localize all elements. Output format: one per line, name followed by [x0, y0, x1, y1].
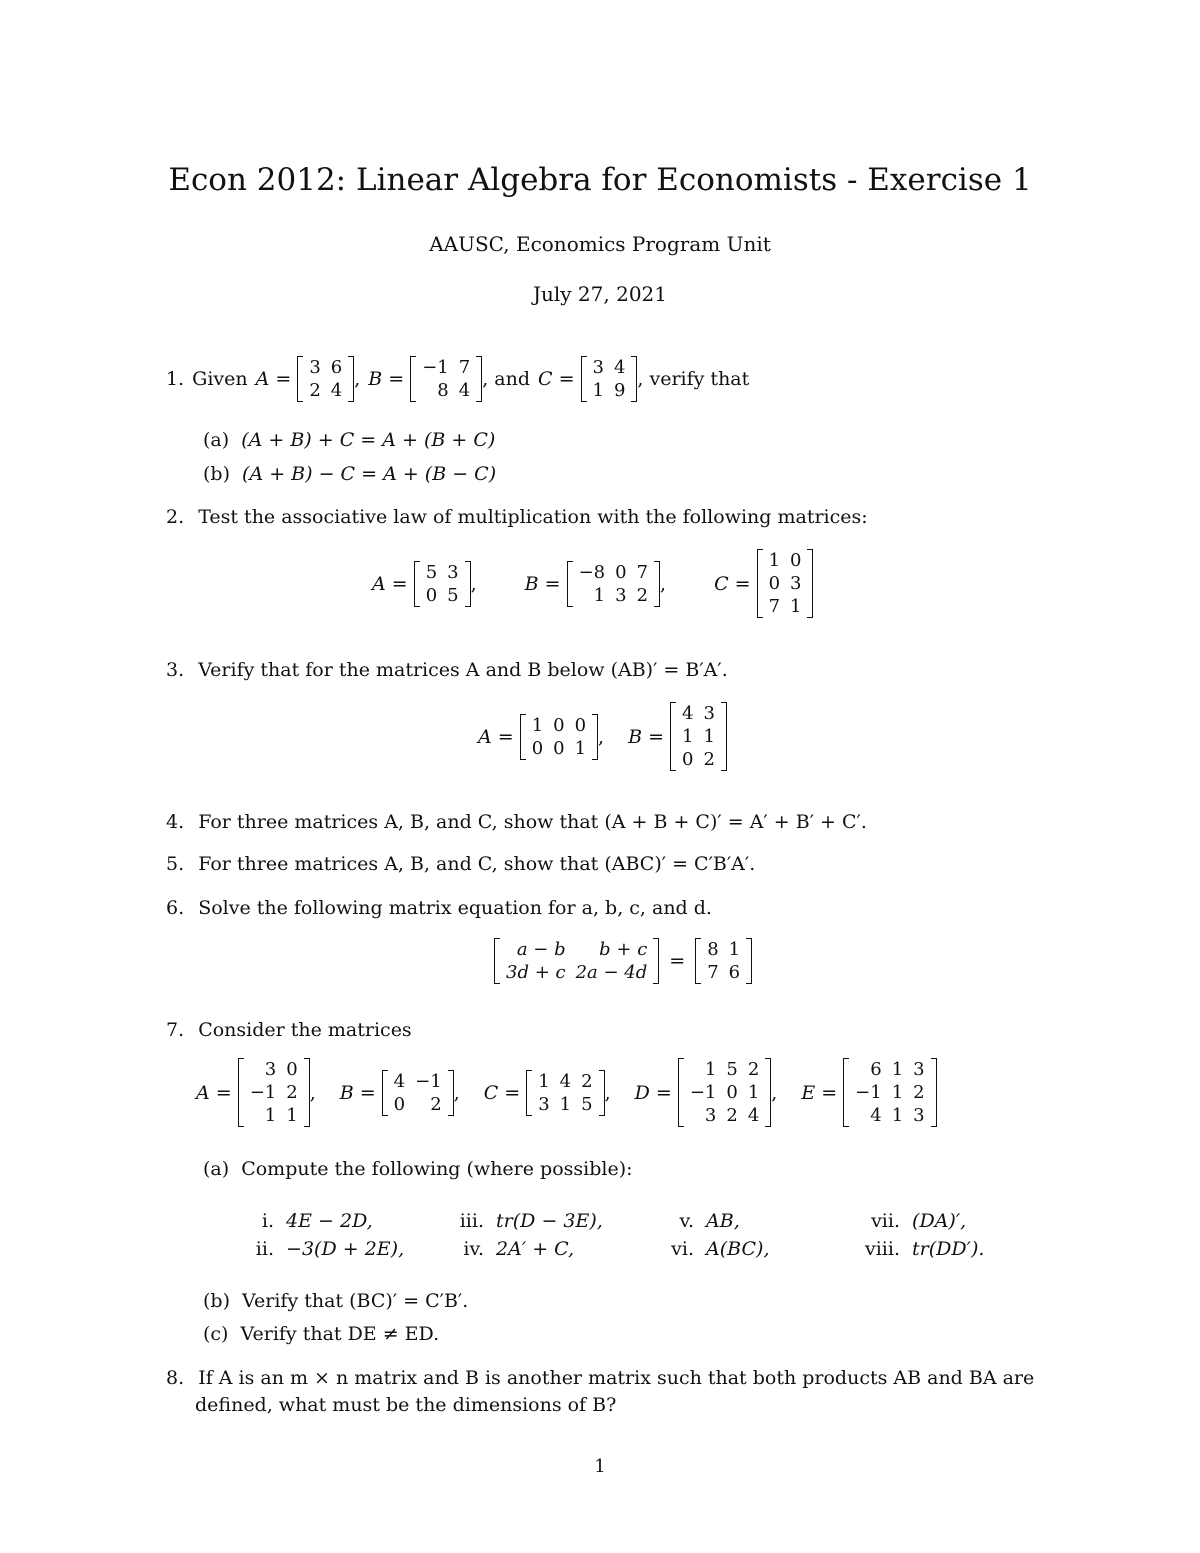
matrix-cell: 2 — [726, 1105, 738, 1126]
matrix-q7-B — [382, 1070, 454, 1116]
matrix-q1-B — [410, 356, 482, 402]
matrix-q7-E — [843, 1058, 936, 1127]
question-1: 1. Given A = 3 6 2 4 , B = −1 7 8 4 , and C = 3 4 1 9 , verify that — [166, 357, 750, 401]
matrix-cell: 0 — [574, 714, 587, 736]
matrix-cell: 3 — [790, 573, 802, 594]
question-text: Verify that for the matrices A and B below (AB)′ = B′A′. — [198, 659, 728, 681]
matrix-cell: 3 — [447, 561, 459, 583]
q3-matrices: A = 1 0 0 0 0 1 , B = 4 3 1 1 0 2 — [478, 702, 727, 771]
part-text: (A + B) − C = A + (B − C) — [242, 463, 497, 485]
matrix-cell: 1 — [531, 714, 544, 736]
matrix-cell: 0 — [726, 1082, 738, 1103]
matrix-cell: −1 — [249, 1082, 277, 1103]
matrix-cell: 7 — [768, 596, 781, 617]
matrix-cell: 1 — [704, 1059, 717, 1080]
matrix-cell: 4 — [458, 380, 471, 401]
question-text: Consider the matrices — [198, 1019, 412, 1041]
part-text: (A + B) + C = A + (B + C) — [241, 429, 496, 451]
matrix-cell: 1 — [703, 726, 715, 747]
matrix-cell: 7 — [707, 962, 719, 983]
matrix-q7-D — [678, 1058, 771, 1127]
matrix-cell: 0 — [615, 561, 627, 583]
item-text: (DA)′, — [912, 1210, 967, 1232]
matrix-q2-A — [414, 561, 471, 607]
matrix-cell: 1 — [593, 584, 606, 606]
matrix-cell: 3 — [913, 1105, 925, 1126]
part-text: Compute the following (where possible): — [241, 1158, 633, 1180]
and-label: , and — [482, 368, 530, 390]
matrix-cell: 1 — [286, 1105, 298, 1126]
matrix-cell: 3 — [703, 703, 715, 724]
matrix-cell: −1 — [415, 1070, 442, 1092]
matrix-cell: 8 — [707, 939, 719, 960]
q1-part-a — [203, 431, 495, 450]
matrix-cell: 6 — [728, 962, 741, 983]
matrix-cell: 3 — [704, 1105, 717, 1126]
question-number: 2. — [166, 506, 185, 528]
matrix-cell: 0 — [425, 584, 438, 606]
matrix-cell: 0 — [682, 749, 694, 770]
item-text: tr(DD′). — [912, 1238, 985, 1260]
matrix-cell: 2 — [703, 749, 715, 770]
item-number: iv. — [463, 1238, 484, 1260]
matrix-cell: 1 — [891, 1059, 904, 1080]
part-label: (a) — [203, 429, 230, 451]
matrix-cell: 1 — [891, 1082, 904, 1103]
matrix-cell: 3 — [538, 1093, 550, 1115]
question-2 — [166, 508, 868, 527]
matrix-cell: 3 — [615, 584, 627, 606]
question-number: 5. — [166, 853, 185, 875]
item-number: viii. — [864, 1238, 900, 1260]
matrix-cell: 3d + c — [506, 962, 566, 983]
matrix-cell: 0 — [286, 1059, 298, 1080]
item-number: vii. — [871, 1210, 900, 1232]
matrix-cell: 1 — [728, 939, 741, 960]
item-text: 2A′ + C, — [496, 1238, 575, 1260]
item-text: A(BC), — [706, 1238, 770, 1260]
matrix-cell: 4 — [682, 703, 694, 724]
q1-part-b — [203, 465, 496, 484]
matrix-cell: 4 — [559, 1070, 572, 1092]
matrix-cell: 2 — [286, 1082, 298, 1103]
matrix-cell: 0 — [790, 550, 802, 571]
matrix-cell: b + c — [599, 939, 648, 960]
matrix-cell: 2 — [309, 380, 321, 401]
matrix-cell: 1 — [891, 1105, 904, 1126]
q2-matrices: A = 5 3 0 5 , B = −8 0 7 1 3 2 , C = 1 0 0 3 7 1 — [372, 549, 813, 618]
matrix-q2-C — [757, 549, 814, 618]
matrix-q3-B — [670, 702, 727, 771]
question-number: 6. — [166, 897, 185, 919]
part-text: Verify that DE ≠ ED. — [240, 1323, 440, 1345]
page-number: 1 — [594, 1456, 606, 1477]
part-text: Verify that (BC)′ = C′B′. — [242, 1290, 469, 1312]
matrix-q6-right — [695, 938, 752, 984]
matrix-cell: 6 — [330, 357, 343, 378]
matrix-cell: −8 — [578, 561, 606, 583]
matrix-cell: 4 — [613, 357, 626, 378]
question-5 — [166, 855, 755, 874]
matrix-cell: 4 — [393, 1070, 406, 1092]
q7-item-4 — [452, 1238, 574, 1260]
item-number: ii. — [255, 1238, 274, 1260]
matrix-cell: 4 — [870, 1105, 882, 1126]
item-text: AB, — [706, 1210, 740, 1232]
item-text: −3(D + 2E), — [286, 1238, 405, 1260]
question-text: If A is an m × n matrix and B is another matrix such that both products AB and BA are — [198, 1367, 1035, 1389]
matrix-cell: 3 — [592, 357, 604, 378]
matrix-cell: −1 — [689, 1082, 717, 1103]
matrix-cell: 1 — [574, 737, 587, 759]
q6-equation: a − b b + c 3d + c 2a − 4d = 8 1 7 6 — [494, 938, 752, 984]
matrix-cell: a − b — [516, 939, 566, 960]
question-8-line-2: defined, what must be the dimensions of B? — [195, 1394, 617, 1416]
institution: AAUSC, Economics Program Unit — [429, 232, 771, 256]
matrix-cell: 1 — [538, 1070, 550, 1092]
matrix-cell: 5 — [581, 1093, 593, 1115]
matrix-cell: 7 — [458, 357, 471, 378]
matrix-cell: −1 — [855, 1082, 882, 1103]
matrix-cell: 1 — [747, 1082, 760, 1103]
question-text: Solve the following matrix equation for a, b, c, and d. — [198, 897, 712, 919]
q7-matrices: A = 3 0 −1 2 1 1 , B = 4 −1 0 2 , C = 1 4 2 3 1 5 , D = 1 5 2 −1 0 1 3 2 4 , E = 6 1 3 −1 1 2 4 1 3 — [196, 1058, 937, 1127]
matrix-cell: 4 — [747, 1105, 760, 1126]
question-text: For three matrices A, B, and C, show that (ABC)′ = C′B′A′. — [198, 853, 756, 875]
question-number: 3. — [166, 659, 185, 681]
q7-item-1 — [252, 1210, 373, 1232]
given-label: Given — [192, 368, 248, 390]
matrix-q2-B — [567, 561, 660, 607]
matrix-cell: 1 — [768, 550, 781, 571]
q7-item-7 — [860, 1210, 966, 1232]
matrix-cell: 1 — [682, 726, 694, 747]
matrix-cell: 2 — [747, 1059, 760, 1080]
part-label: (c) — [203, 1323, 229, 1345]
matrix-cell: 6 — [870, 1059, 882, 1080]
date: July 27, 2021 — [532, 282, 667, 306]
question-6 — [166, 899, 712, 918]
matrix-cell: 2 — [913, 1082, 925, 1103]
q7-item-2 — [252, 1238, 404, 1260]
part-label: (b) — [203, 1290, 230, 1312]
question-7 — [166, 1021, 412, 1040]
matrix-cell: 1 — [559, 1093, 572, 1115]
matrix-q7-C — [526, 1070, 604, 1116]
matrix-cell: 0 — [553, 737, 565, 759]
matrix-cell: 2 — [636, 584, 649, 606]
item-number: vi. — [671, 1238, 694, 1260]
matrix-cell: 1 — [592, 380, 604, 401]
matrix-cell: 5 — [425, 561, 438, 583]
item-number: iii. — [459, 1210, 484, 1232]
matrix-cell: 3 — [913, 1059, 925, 1080]
q7-item-6 — [664, 1238, 770, 1260]
verify-label: , verify that — [637, 368, 750, 390]
document-title: Econ 2012: Linear Algebra for Economists - Exercise 1 — [168, 162, 1032, 198]
matrix-cell: 3 — [309, 357, 321, 378]
matrix-cell: 5 — [726, 1059, 738, 1080]
matrix-cell: 1 — [264, 1105, 277, 1126]
matrix-q6-left — [494, 938, 659, 984]
matrix-cell: 1 — [790, 596, 802, 617]
matrix-cell: 7 — [636, 561, 649, 583]
question-text: Test the associative law of multiplication with the following matrices: — [198, 506, 868, 528]
matrix-q7-A — [238, 1058, 310, 1127]
q7-part-c — [203, 1325, 439, 1344]
item-number: i. — [261, 1210, 274, 1232]
matrix-cell: 2 — [581, 1070, 593, 1092]
item-text: 4E − 2D, — [286, 1210, 373, 1232]
q7-part-a — [203, 1160, 633, 1179]
part-label: (b) — [203, 463, 230, 485]
item-text: tr(D − 3E), — [496, 1210, 603, 1232]
matrix-cell: −1 — [422, 357, 449, 378]
q7-item-8 — [860, 1238, 984, 1260]
q7-part-b — [203, 1292, 468, 1311]
part-label: (a) — [203, 1158, 230, 1180]
matrix-cell: 8 — [437, 380, 449, 401]
matrix-cell: 0 — [531, 737, 544, 759]
matrix-cell: 0 — [393, 1093, 406, 1115]
question-number: 8. — [166, 1367, 185, 1389]
matrix-q1-C — [581, 356, 638, 402]
matrix-cell: 2a − 4d — [575, 962, 648, 983]
matrix-cell: 4 — [330, 380, 343, 401]
matrix-cell: 3 — [264, 1059, 277, 1080]
matrix-cell: 0 — [768, 573, 781, 594]
question-number: 4. — [166, 811, 185, 833]
question-number: 7. — [166, 1019, 185, 1041]
matrix-cell: 2 — [430, 1093, 442, 1115]
matrix-q1-A — [297, 356, 354, 402]
q7-item-3 — [452, 1210, 603, 1232]
item-number: v. — [679, 1210, 694, 1232]
question-8 — [166, 1369, 1034, 1388]
matrix-cell: 9 — [613, 380, 626, 401]
question-number: 1. — [166, 368, 185, 390]
matrix-cell: 5 — [447, 584, 459, 606]
question-4 — [166, 813, 867, 832]
question-text: For three matrices A, B, and C, show that (A + B + C)′ = A′ + B′ + C′. — [198, 811, 867, 833]
matrix-cell: 0 — [553, 714, 565, 736]
q7-item-5 — [664, 1210, 740, 1232]
question-3 — [166, 661, 728, 680]
matrix-q3-A — [520, 714, 598, 760]
